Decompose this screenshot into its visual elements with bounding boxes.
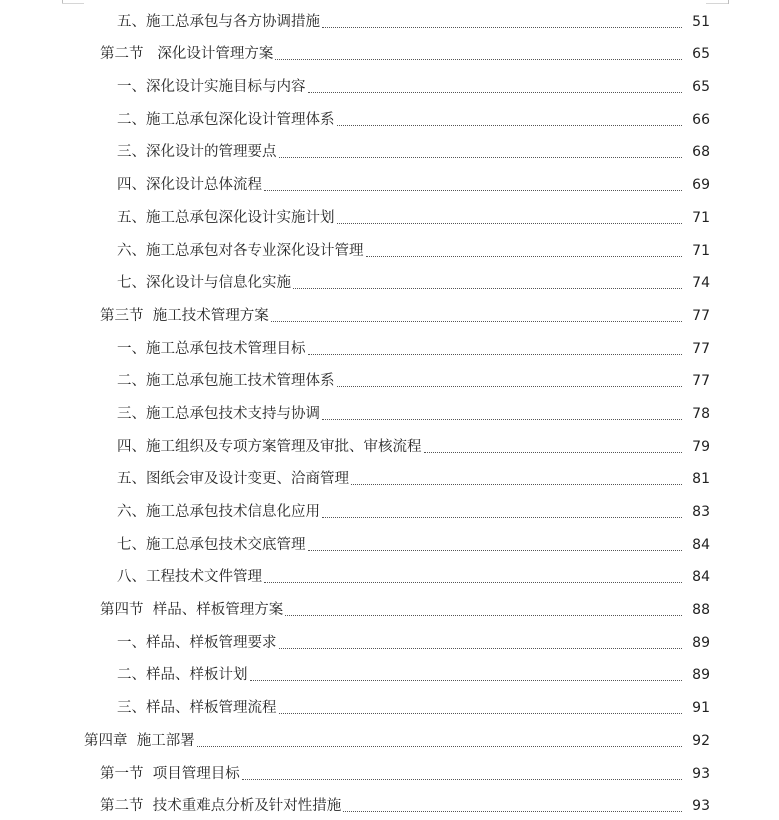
toc-entry-title[interactable]: 一、样品、样板管理要求 (117, 634, 277, 652)
toc-dot-leader (197, 746, 682, 747)
toc-entry[interactable] (0, 722, 779, 755)
toc-entry-title[interactable]: 三、深化设计的管理要点 (117, 143, 277, 161)
toc-entry-title[interactable]: 第四节 样品、样板管理方案 (100, 601, 283, 619)
toc-dot-leader (293, 288, 682, 289)
toc-entry[interactable] (0, 559, 779, 592)
toc-entry-title[interactable]: 二、样品、样板计划 (117, 666, 248, 684)
toc-dot-leader (424, 452, 683, 453)
toc-entry-page-number[interactable]: 68 (686, 143, 710, 161)
toc-entry-title[interactable]: 四、深化设计总体流程 (117, 176, 262, 194)
toc-entry[interactable] (0, 101, 779, 134)
toc-entry[interactable] (0, 199, 779, 232)
toc-dot-leader (242, 779, 682, 780)
toc-entry-page-number[interactable]: 83 (686, 503, 710, 521)
toc-dot-leader (279, 157, 683, 158)
toc-entry-title[interactable]: 二、施工总承包深化设计管理体系 (117, 111, 335, 129)
toc-entry-title[interactable]: 第四章 施工部署 (84, 732, 195, 750)
toc-entry-title[interactable]: 一、施工总承包技术管理目标 (117, 340, 306, 358)
toc-entry[interactable] (0, 461, 779, 494)
toc-entry[interactable] (0, 36, 779, 69)
toc-dot-leader (322, 517, 682, 518)
toc-entry[interactable] (0, 297, 779, 330)
toc-entry-title[interactable]: 六、施工总承包对各专业深化设计管理 (117, 242, 364, 260)
toc-entry[interactable] (0, 657, 779, 690)
toc-entry-title[interactable]: 一、深化设计实施目标与内容 (117, 78, 306, 96)
toc-entry[interactable] (0, 493, 779, 526)
toc-entry-page-number[interactable]: 69 (686, 176, 710, 194)
toc-entry-title[interactable]: 二、施工总承包施工技术管理体系 (117, 372, 335, 390)
toc-entry[interactable] (0, 166, 779, 199)
toc-dot-leader (337, 223, 683, 224)
toc-entry-page-number[interactable]: 65 (686, 78, 710, 96)
toc-entry-page-number[interactable]: 77 (686, 307, 710, 325)
toc-dot-leader (264, 582, 682, 583)
toc-dot-leader (250, 680, 683, 681)
toc-entry-page-number[interactable]: 91 (686, 699, 710, 717)
toc-entry[interactable] (0, 265, 779, 298)
toc-entry[interactable] (0, 3, 779, 36)
toc-entry[interactable] (0, 526, 779, 559)
toc-entry-title[interactable]: 七、施工总承包技术交底管理 (117, 536, 306, 554)
toc-entry-title[interactable]: 第二节 深化设计管理方案 (100, 45, 273, 63)
toc-entry[interactable] (0, 591, 779, 624)
toc-dot-leader (285, 615, 682, 616)
toc-dot-leader (337, 125, 683, 126)
toc-entry-page-number[interactable]: 93 (686, 765, 710, 783)
toc-entry-page-number[interactable]: 66 (686, 111, 710, 129)
toc-dot-leader (275, 59, 682, 60)
toc-dot-leader (264, 190, 682, 191)
toc-dot-leader (308, 92, 683, 93)
toc-entry[interactable] (0, 330, 779, 363)
toc-dot-leader (322, 27, 682, 28)
toc-entry[interactable] (0, 395, 779, 428)
toc-entry-title[interactable]: 六、施工总承包技术信息化应用 (117, 503, 320, 521)
toc-dot-leader (322, 419, 682, 420)
toc-entry-title[interactable]: 五、施工总承包深化设计实施计划 (117, 209, 335, 227)
toc-entry-title[interactable]: 第一节 项目管理目标 (100, 765, 240, 783)
toc-entry-title[interactable]: 第二节 技术重难点分析及针对性措施 (100, 797, 341, 815)
toc-entry[interactable] (0, 689, 779, 722)
toc-entry-page-number[interactable]: 89 (686, 634, 710, 652)
toc-entry-page-number[interactable]: 84 (686, 568, 710, 586)
toc-entry-page-number[interactable]: 81 (686, 470, 710, 488)
toc-dot-leader (308, 550, 683, 551)
toc-entry-title[interactable]: 四、施工组织及专项方案管理及审批、审核流程 (117, 438, 422, 456)
toc-entry-page-number[interactable]: 51 (686, 13, 710, 31)
toc-entry[interactable] (0, 624, 779, 657)
toc-entry[interactable] (0, 788, 779, 820)
toc-dot-leader (308, 354, 683, 355)
toc-dot-leader (337, 386, 683, 387)
toc-entry-page-number[interactable]: 92 (686, 732, 710, 750)
toc-dot-leader (279, 713, 683, 714)
toc-entry-page-number[interactable]: 65 (686, 45, 710, 63)
toc-entry-page-number[interactable]: 74 (686, 274, 710, 292)
toc-entry-title[interactable]: 三、施工总承包技术支持与协调 (117, 405, 320, 423)
toc-entry-title[interactable]: 五、图纸会审及设计变更、洽商管理 (117, 470, 349, 488)
toc-entry-page-number[interactable]: 79 (686, 438, 710, 456)
toc-dot-leader (366, 256, 683, 257)
toc-entry[interactable] (0, 68, 779, 101)
toc-dot-leader (271, 321, 682, 322)
toc-entry-page-number[interactable]: 89 (686, 666, 710, 684)
toc-entry-page-number[interactable]: 77 (686, 372, 710, 390)
toc-entry[interactable] (0, 428, 779, 461)
toc-entry[interactable] (0, 755, 779, 788)
toc-entry[interactable] (0, 232, 779, 265)
toc-entry-page-number[interactable]: 71 (686, 242, 710, 260)
toc-entry-page-number[interactable]: 88 (686, 601, 710, 619)
toc-entry[interactable] (0, 363, 779, 396)
toc-entry-title[interactable]: 五、施工总承包与各方协调措施 (117, 13, 320, 31)
toc-entry-page-number[interactable]: 77 (686, 340, 710, 358)
toc-entry-page-number[interactable]: 93 (686, 797, 710, 815)
toc-entry-title[interactable]: 八、工程技术文件管理 (117, 568, 262, 586)
toc-dot-leader (279, 648, 683, 649)
toc-entry-title[interactable]: 第三节 施工技术管理方案 (100, 307, 269, 325)
toc-entry-title[interactable]: 三、样品、样板管理流程 (117, 699, 277, 717)
table-of-contents (0, 3, 779, 820)
toc-entry-page-number[interactable]: 84 (686, 536, 710, 554)
toc-dot-leader (351, 484, 682, 485)
toc-entry-page-number[interactable]: 71 (686, 209, 710, 227)
toc-dot-leader (343, 811, 682, 812)
toc-entry[interactable] (0, 134, 779, 167)
toc-entry-title[interactable]: 七、深化设计与信息化实施 (117, 274, 291, 292)
toc-entry-page-number[interactable]: 78 (686, 405, 710, 423)
